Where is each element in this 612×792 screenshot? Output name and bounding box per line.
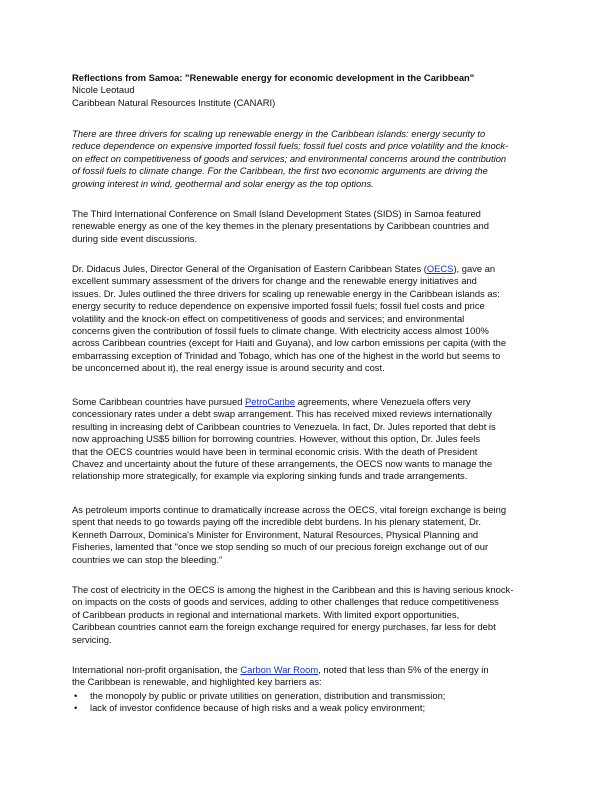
paragraph-carbon-war-room xyxy=(72,664,542,689)
paragraph-line: excellent summary assessment of the drivers for change and the renewable energy initiatives and xyxy=(72,275,477,287)
carbon-war-room-link[interactable]: Carbon War Room xyxy=(240,664,319,675)
paragraph-line: Fisheries, lamented that "once we stop sending so much of our precious foreign exchange out of our xyxy=(72,541,489,553)
paragraph-line: concerns given the contribution of fossil fuels to climate change. With electricity access almost 100% xyxy=(72,325,489,337)
paragraph-line: renewable energy as one of the key themes in the plenary presentations by Caribbean countries and xyxy=(72,220,489,232)
intro-line: on effect on competitiveness of goods and services; and environmental concerns around the contribution xyxy=(72,152,507,164)
document-title: Reflections from Samoa: "Renewable energy for economic development in the Caribbean" xyxy=(72,72,475,83)
list-item-text: lack of investor confidence because of high risks and a weak policy environment; xyxy=(90,702,426,714)
paragraph-line: that the OECS countries would have been in terminal economic crisis. With the death of President xyxy=(72,445,478,457)
paragraph-line xyxy=(72,396,542,408)
list-item xyxy=(72,690,542,702)
paragraph-line: As petroleum imports continue to dramatically increase across the OECS, vital foreign exchange is being xyxy=(72,504,507,515)
paragraph-line: servicing. xyxy=(72,633,112,645)
paragraph-line: on impacts on the costs of goods and services, adding to other challenges that reduce competitiveness xyxy=(72,596,499,608)
paragraph-line: embarrassing exception of Trinidad and Tobago, which has one of the highest in the world but seems to xyxy=(72,349,501,361)
paragraph-line: volatility and the knock-on effect on competitiveness of goods and services; and environmental xyxy=(72,312,465,324)
paragraph-line: during side event discussions. xyxy=(72,232,198,244)
paragraph-line: countries we can stop the bleeding." xyxy=(72,553,223,565)
intro-line: reduce dependence on expensive imported fossil fuels; fossil fuel costs and price volatility and the knock- xyxy=(72,140,509,152)
list-item-text: the monopoly by public or private utilities on generation, distribution and transmission; xyxy=(90,690,446,701)
intro-paragraph xyxy=(72,128,542,190)
paragraph-oecs-drivers xyxy=(72,263,542,375)
paragraph-line: resulting in increasing debt of Caribbean countries to Venezuela. In fact, Dr. Jules reported that debt is xyxy=(72,420,496,432)
text-run: Some Caribbean countries have pursued xyxy=(72,396,246,407)
paragraph-line: concessionary rates under a debt swap arrangement. This has received mixed reviews internationally xyxy=(72,408,492,420)
paragraph-petroleum-imports xyxy=(72,504,542,566)
document-header xyxy=(72,72,542,109)
oecs-link[interactable]: OECS xyxy=(426,263,454,274)
paragraph-line: issues. Dr. Jules outlined the three drivers for scaling up renewable energy in the Caribbean islands as: xyxy=(72,287,500,299)
bullet-icon: • xyxy=(74,702,78,714)
list-item xyxy=(72,702,542,714)
paragraph-line: The Third International Conference on Small Island Development States (SIDS) in Samoa featured xyxy=(72,208,481,219)
paragraph-line: The cost of electricity in the OECS is among the highest in the Caribbean and this is having serious knock- xyxy=(72,584,514,595)
paragraph-line xyxy=(72,263,542,275)
paragraph-line: spent that needs to go towards paying off the incredible debt burdens. In his plenary statement, Dr. xyxy=(72,516,481,528)
paragraph-line: of Caribbean products in regional and international markets. With limited export opportunities, xyxy=(72,608,460,620)
paragraph-line: energy security to reduce dependence on expensive imported fossil fuels; fossil fuel costs and price xyxy=(72,300,485,312)
intro-line: growing interest in wind, geothermal and solar energy as the top options. xyxy=(72,177,374,189)
paragraph-line: Kenneth Darroux, Dominica's Minister for Environment, Natural Resources, Physical Planning and xyxy=(72,528,479,540)
paragraph-line xyxy=(72,664,542,676)
text-run: Dr. Didacus Jules, Director General of the Organisation of Eastern Caribbean States ( xyxy=(72,263,427,274)
bullet-icon: • xyxy=(74,690,78,701)
paragraph-petrocaribe xyxy=(72,396,542,483)
paragraph-line: Caribbean countries cannot earn the foreign exchange required for energy purchases, far less for debt xyxy=(72,621,496,633)
author-organisation: Caribbean Natural Resources Institute (CANARI) xyxy=(72,96,276,108)
paragraph-electricity-cost xyxy=(72,584,542,646)
paragraph-line: relationship more strategically, for example via exploring sinking funds and trade arrangements. xyxy=(72,470,468,482)
petrocaribe-link[interactable]: PetroCaribe xyxy=(245,396,296,407)
paragraph-line: the Caribbean is renewable, and highlighted key barriers as: xyxy=(72,676,322,688)
text-run: International non-profit organisation, the xyxy=(72,664,241,675)
paragraph-line: now approaching US$5 billion for borrowing countries. However, without this option, Dr. Jules feels xyxy=(72,433,481,445)
barriers-list xyxy=(72,690,542,715)
author-name: Nicole Leotaud xyxy=(72,84,135,96)
paragraph-sids-conference xyxy=(72,208,542,245)
text-run: , noted that less than 5% of the energy in xyxy=(318,664,489,675)
intro-line: of fossil fuels to climate change. For the Caribbean, the first two economic arguments are driving the xyxy=(72,165,488,177)
text-run: agreements, where Venezuela offers very xyxy=(295,396,471,407)
text-run: ), gave an xyxy=(453,263,496,274)
paragraph-line: across Caribbean countries (except for Haiti and Guyana), and low carbon emissions per capita (with the xyxy=(72,337,507,349)
paragraph-line: Chavez and uncertainty about the future of these arrangements, the OECS now wants to manage the xyxy=(72,458,493,470)
intro-line: There are three drivers for scaling up renewable energy in the Caribbean islands: energy security to xyxy=(72,128,486,139)
paragraph-line: be unconcerned about it), the real energy issue is around security and cost. xyxy=(72,362,385,374)
